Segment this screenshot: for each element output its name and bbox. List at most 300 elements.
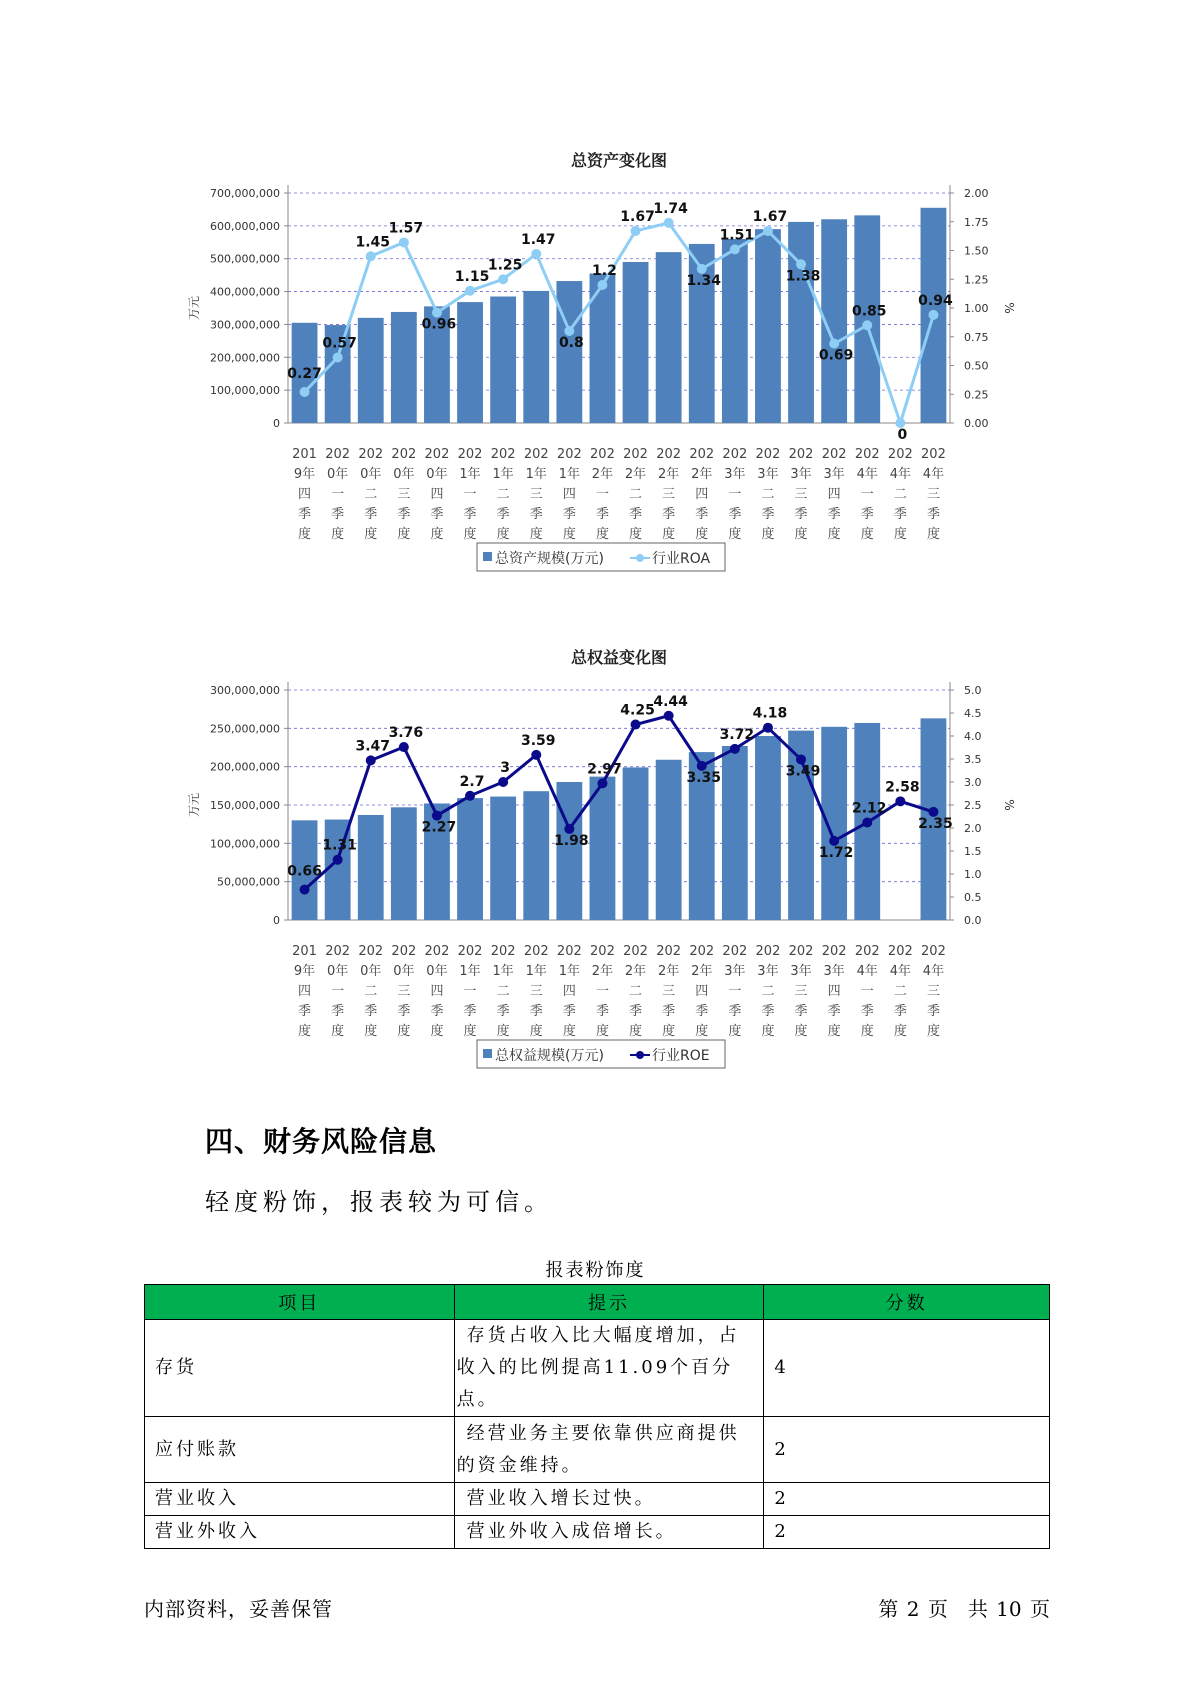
- x-tick-label-line: 2年: [691, 467, 713, 482]
- line-point: [664, 218, 674, 228]
- data-label: 2.12: [851, 800, 887, 817]
- x-tick-label-line: 0年: [327, 964, 349, 979]
- x-tick-label: [756, 447, 781, 542]
- x-tick-label-line: 季: [529, 507, 543, 522]
- x-tick-label-line: 季: [430, 507, 444, 522]
- x-tick-label-line: 4年: [922, 467, 945, 482]
- x-tick-label-line: 度: [463, 1024, 477, 1039]
- right-tick-label: 0.00: [964, 417, 989, 430]
- x-tick-label-line: 2年: [624, 964, 647, 979]
- right-axis-title: %: [1002, 302, 1016, 314]
- window-dressing-table: [144, 1284, 1050, 1549]
- x-tick-label-line: 度: [695, 527, 709, 542]
- line-point: [465, 791, 475, 801]
- right-tick-label: 1.0: [964, 868, 982, 881]
- x-tick-label-line: 202: [854, 944, 880, 959]
- line-point: [763, 723, 773, 733]
- x-tick-label-line: 0年: [426, 467, 448, 482]
- x-tick-label: [789, 447, 814, 542]
- chart-title: 总资产变化图: [570, 151, 668, 170]
- x-tick-label-line: 一: [331, 984, 345, 999]
- x-tick-label-line: 季: [629, 1004, 643, 1019]
- left-tick-label: 0: [273, 417, 280, 430]
- x-tick-label-line: 三: [926, 984, 940, 999]
- x-tick-label-line: 度: [761, 527, 775, 542]
- data-label: 3.76: [388, 725, 424, 742]
- x-tick-label-line: 季: [430, 1004, 444, 1019]
- data-label: 1.67: [620, 208, 655, 225]
- x-tick-label: [722, 447, 747, 542]
- x-tick-label-line: 3年: [724, 467, 746, 482]
- bar: [556, 281, 582, 423]
- x-tick-label-line: 度: [562, 527, 576, 542]
- x-tick-label-line: 1年: [492, 467, 514, 482]
- x-tick-label: [358, 944, 383, 1039]
- bar: [623, 767, 649, 920]
- x-tick-label-line: 二: [629, 487, 643, 502]
- line-point: [498, 274, 508, 284]
- x-tick-label-line: 一: [331, 487, 345, 502]
- chart-svg: [0, 637, 1191, 1097]
- data-label: 0.27: [287, 365, 322, 382]
- x-tick-label-line: 季: [827, 507, 841, 522]
- x-tick-label-line: 202: [722, 944, 748, 959]
- left-tick-label: 600,000,000: [210, 219, 280, 233]
- x-tick-label-line: 季: [926, 507, 940, 522]
- x-tick-label-line: 202: [821, 447, 847, 462]
- line-point: [333, 855, 343, 865]
- header-score: 分数: [764, 1285, 1050, 1320]
- bar: [556, 782, 582, 920]
- x-tick-label: [325, 944, 350, 1039]
- x-tick-label-line: 0年: [360, 964, 382, 979]
- x-tick-label-line: 一: [595, 487, 609, 502]
- x-tick-label-line: 2年: [624, 467, 647, 482]
- bar: [358, 318, 384, 423]
- x-tick-label-line: 202: [325, 944, 351, 959]
- x-tick-label-line: 202: [656, 447, 682, 462]
- x-tick-label-line: 1年: [492, 964, 514, 979]
- x-tick-label-line: 季: [728, 507, 742, 522]
- left-tick-label: 150,000,000: [210, 799, 280, 812]
- bar: [722, 239, 748, 423]
- x-tick-label-line: 3年: [757, 964, 779, 979]
- x-tick-label: [425, 944, 450, 1039]
- legend-swatch-bar: [483, 1049, 492, 1058]
- data-label: 1.34: [686, 272, 722, 289]
- x-tick-label-line: 三: [662, 487, 676, 502]
- x-tick-label-line: 度: [860, 1024, 874, 1039]
- left-tick-label: 300,000,000: [210, 684, 280, 697]
- x-tick-label: [921, 944, 946, 1039]
- x-tick-label: [358, 447, 383, 542]
- x-tick-label-line: 四: [562, 487, 576, 502]
- x-tick-label-line: 202: [424, 447, 450, 462]
- x-tick-label-line: 4年: [922, 964, 945, 979]
- right-tick-label: 0.25: [964, 388, 989, 402]
- chart-legend: [477, 1040, 725, 1068]
- x-tick-label-line: 202: [722, 447, 748, 462]
- x-tick-label-line: 三: [397, 984, 411, 999]
- x-tick-label-line: 季: [595, 507, 609, 522]
- x-tick-label-line: 202: [590, 447, 615, 462]
- x-tick-label-line: 0年: [393, 964, 415, 979]
- x-tick-label-line: 4年: [856, 964, 878, 979]
- x-tick-label-line: 三: [662, 984, 676, 999]
- x-tick-label-line: 0年: [360, 467, 382, 482]
- data-label: 1.31: [322, 837, 357, 854]
- right-tick-label: 0.0: [964, 914, 982, 927]
- x-tick-label-line: 三: [794, 984, 808, 999]
- x-tick-label-line: 1年: [525, 964, 547, 979]
- data-label: 1.25: [487, 257, 523, 274]
- x-tick-label: [590, 944, 615, 1039]
- row-item: 应付账款: [145, 1417, 455, 1483]
- x-tick-label: [656, 944, 681, 1039]
- x-tick-label-line: 季: [926, 1004, 940, 1019]
- legend-swatch-dot: [636, 1051, 644, 1059]
- footer-page-number: 第 2 页 共 10 页: [878, 1597, 1050, 1621]
- data-label: 3.59: [520, 732, 556, 749]
- x-tick-label-line: 1年: [459, 467, 481, 482]
- data-label: 0.66: [287, 863, 322, 880]
- data-label: 3.35: [686, 769, 722, 786]
- x-tick-label-line: 0年: [426, 964, 448, 979]
- x-tick-label-line: 二: [496, 487, 510, 502]
- x-tick-label-line: 一: [463, 487, 477, 502]
- table-row: [145, 1483, 1050, 1516]
- x-tick-label-line: 度: [695, 1024, 709, 1039]
- x-tick-label-line: 二: [893, 984, 907, 999]
- x-tick-label-line: 202: [755, 447, 781, 462]
- right-tick-label: 5.0: [964, 684, 982, 697]
- right-tick-label: 2.00: [964, 187, 989, 200]
- x-tick-label-line: 202: [623, 944, 648, 959]
- x-tick-label-line: 度: [463, 527, 477, 542]
- line-point: [763, 226, 773, 236]
- left-tick-label: 250,000,000: [210, 722, 280, 736]
- right-tick-label: 1.50: [964, 244, 989, 258]
- right-axis-title: %: [1002, 799, 1016, 811]
- x-tick-label-line: 度: [629, 527, 643, 542]
- row-hint: 经营业务主要依靠供应商提供的资金维持。: [454, 1417, 764, 1483]
- x-tick-label-line: 3年: [823, 964, 845, 979]
- x-tick-label-line: 季: [496, 507, 510, 522]
- legend-label-line: 行业ROE: [652, 1048, 710, 1064]
- x-tick-label: [623, 944, 648, 1039]
- x-tick-label: [855, 944, 880, 1039]
- legend-label-bar: 总资产规模(万元): [495, 551, 604, 567]
- x-tick-label-line: 202: [358, 447, 384, 462]
- x-tick-label-line: 季: [397, 507, 411, 522]
- line-point: [862, 817, 872, 827]
- x-tick-label-line: 季: [893, 507, 907, 522]
- line-point: [465, 286, 475, 296]
- x-tick-label-line: 202: [457, 944, 483, 959]
- x-tick-label-line: 度: [595, 1024, 609, 1039]
- x-tick-label-line: 度: [430, 1024, 444, 1039]
- data-label: 1.57: [388, 220, 424, 237]
- x-tick-label-line: 度: [761, 1024, 775, 1039]
- x-tick-label-line: 3年: [790, 467, 812, 482]
- x-tick-label-line: 1年: [558, 964, 580, 979]
- data-label: 1.38: [785, 268, 821, 285]
- left-tick-label: 0: [273, 914, 280, 927]
- data-label: 1.67: [752, 208, 788, 225]
- x-tick-label-line: 度: [496, 1024, 510, 1039]
- x-tick-label-line: 三: [529, 487, 543, 502]
- line-point: [862, 320, 872, 330]
- bar: [391, 312, 417, 423]
- x-tick-label-line: 202: [887, 944, 913, 959]
- x-tick-label-line: 度: [529, 1024, 543, 1039]
- x-tick-label-line: 9年: [293, 467, 316, 482]
- data-label: 1.15: [454, 268, 490, 285]
- x-tick-label-line: 季: [728, 1004, 742, 1019]
- x-tick-label-line: 1年: [558, 467, 580, 482]
- chart-title: 总权益变化图: [570, 648, 668, 667]
- x-tick-label-line: 202: [788, 447, 814, 462]
- bar: [358, 815, 384, 920]
- x-tick-label-line: 度: [893, 527, 907, 542]
- table-row: [145, 1516, 1050, 1549]
- line-point: [531, 750, 541, 760]
- x-tick-label-line: 度: [926, 527, 940, 542]
- row-item: 存货: [145, 1320, 455, 1417]
- bar: [523, 791, 549, 920]
- line-point: [399, 742, 409, 752]
- x-tick-label-line: 0年: [393, 467, 415, 482]
- line-point: [300, 885, 310, 895]
- x-tick-label-line: 202: [556, 944, 582, 959]
- x-tick-label-line: 2年: [591, 964, 614, 979]
- line-point: [531, 249, 541, 259]
- x-tick-label: [391, 944, 416, 1039]
- x-tick-label-line: 3年: [823, 467, 845, 482]
- row-score: 2: [764, 1417, 1050, 1483]
- chart-legend: [477, 543, 725, 571]
- x-tick-label-line: 季: [827, 1004, 841, 1019]
- x-tick-label-line: 3年: [724, 964, 746, 979]
- data-label: 2.97: [587, 761, 622, 778]
- x-tick-label-line: 度: [794, 1024, 808, 1039]
- x-tick-label-line: 3年: [757, 467, 779, 482]
- x-tick-label-line: 度: [364, 527, 378, 542]
- data-label: 1.74: [653, 200, 688, 217]
- x-tick-label-line: 3年: [790, 964, 812, 979]
- line-point: [928, 310, 938, 320]
- x-tick-label-line: 度: [629, 1024, 643, 1039]
- data-label: 0: [897, 427, 908, 443]
- bar: [821, 727, 847, 920]
- row-item: 营业收入: [145, 1483, 455, 1516]
- row-hint: 营业收入增长过快。: [454, 1483, 764, 1516]
- x-tick-label-line: 四: [298, 487, 312, 502]
- x-tick-label-line: 季: [463, 507, 477, 522]
- left-axis-title: 万元: [187, 295, 201, 321]
- bar: [457, 798, 483, 920]
- x-tick-label-line: 二: [893, 487, 907, 502]
- legend-label-line: 行业ROA: [652, 551, 711, 567]
- data-label: 3.49: [785, 763, 821, 780]
- left-tick-label: 100,000,000: [210, 384, 280, 398]
- x-tick-label: [524, 944, 549, 1039]
- x-tick-label-line: 季: [794, 507, 808, 522]
- header-item: 项目: [145, 1285, 455, 1320]
- line-point: [498, 777, 508, 787]
- x-tick-label-line: 201: [292, 944, 317, 959]
- x-tick-label-line: 四: [827, 487, 841, 502]
- x-tick-label-line: 一: [860, 984, 874, 999]
- x-tick-label: [689, 447, 714, 542]
- bar: [656, 760, 682, 920]
- x-tick-label-line: 2年: [658, 467, 680, 482]
- left-tick-label: 300,000,000: [210, 318, 280, 332]
- row-score: 2: [764, 1483, 1050, 1516]
- bar: [391, 807, 417, 920]
- right-tick-label: 1.5: [964, 845, 982, 858]
- x-tick-label-line: 度: [662, 527, 676, 542]
- x-tick-label-line: 202: [854, 447, 880, 462]
- x-tick-label-line: 度: [860, 527, 874, 542]
- x-tick-label: [458, 447, 483, 542]
- right-tick-label: 2.0: [964, 822, 982, 835]
- right-tick-label: 4.0: [964, 730, 982, 743]
- table-caption: 报表粉饰度: [545, 1260, 646, 1281]
- x-tick-label-line: 度: [562, 1024, 576, 1039]
- x-tick-label: [822, 944, 847, 1039]
- x-tick-label-line: 202: [391, 447, 417, 462]
- x-tick-label-line: 度: [827, 527, 841, 542]
- x-tick-label-line: 二: [629, 984, 643, 999]
- x-tick-label: [822, 447, 847, 542]
- line-point: [366, 251, 376, 261]
- x-tick-label-line: 202: [788, 944, 814, 959]
- x-tick-label: [292, 944, 317, 1039]
- x-tick-label-line: 一: [463, 984, 477, 999]
- right-tick-label: 0.5: [964, 891, 982, 904]
- section-heading: 四、财务风险信息: [205, 1125, 438, 1158]
- x-tick-label-line: 度: [331, 1024, 345, 1039]
- x-tick-label-line: 季: [794, 1004, 808, 1019]
- x-tick-label-line: 度: [298, 527, 312, 542]
- left-tick-label: 400,000,000: [210, 285, 280, 299]
- bar: [490, 797, 516, 920]
- line-point: [333, 352, 343, 362]
- x-tick-label-line: 0年: [327, 467, 349, 482]
- x-tick-label: [292, 447, 317, 542]
- x-tick-label-line: 度: [728, 527, 742, 542]
- data-label: 1.51: [719, 227, 755, 244]
- x-tick-label-line: 202: [391, 944, 417, 959]
- x-tick-label-line: 季: [695, 507, 709, 522]
- bar: [490, 297, 516, 424]
- x-tick-label-line: 三: [397, 487, 411, 502]
- x-tick-label-line: 202: [821, 944, 847, 959]
- x-tick-label: [590, 447, 615, 542]
- x-tick-label-line: 4年: [889, 467, 911, 482]
- right-tick-label: 1.75: [964, 215, 989, 229]
- x-tick-label-line: 4年: [889, 964, 911, 979]
- right-tick-label: 3.5: [964, 753, 982, 766]
- bar: [788, 222, 814, 423]
- right-tick-label: 1.00: [964, 302, 989, 315]
- x-tick-label-line: 季: [331, 507, 345, 522]
- x-tick-label-line: 季: [893, 1004, 907, 1019]
- line-point: [597, 778, 607, 788]
- legend-swatch-dot: [636, 554, 644, 562]
- x-tick-label: [722, 944, 747, 1039]
- header-hint: 提示: [454, 1285, 764, 1320]
- right-tick-label: 2.5: [964, 799, 982, 812]
- data-label: 3.47: [355, 738, 391, 755]
- data-label: 0.96: [421, 316, 457, 333]
- data-label: 2.58: [885, 779, 920, 796]
- x-tick-label-line: 季: [364, 507, 378, 522]
- legend-label-bar: 总权益规模(万元): [495, 1048, 604, 1064]
- x-tick-label-line: 202: [689, 447, 715, 462]
- line-point: [631, 720, 641, 730]
- left-tick-label: 500,000,000: [210, 252, 280, 266]
- row-score: 4: [764, 1320, 1050, 1417]
- x-tick-label-line: 二: [496, 984, 510, 999]
- x-tick-label-line: 2年: [658, 964, 680, 979]
- x-tick-label-line: 季: [331, 1004, 345, 1019]
- x-tick-label: [391, 447, 416, 542]
- x-tick-label-line: 季: [562, 1004, 576, 1019]
- x-tick-label-line: 度: [662, 1024, 676, 1039]
- x-tick-label-line: 四: [298, 984, 312, 999]
- x-tick-label-line: 四: [827, 984, 841, 999]
- x-tick-label: [557, 944, 582, 1039]
- x-tick-label-line: 9年: [293, 964, 316, 979]
- x-tick-label-line: 季: [662, 507, 676, 522]
- x-tick-label-line: 三: [926, 487, 940, 502]
- x-tick-label-line: 度: [529, 527, 543, 542]
- line-point: [631, 226, 641, 236]
- x-tick-label-line: 度: [728, 1024, 742, 1039]
- x-tick-label-line: 一: [595, 984, 609, 999]
- x-tick-label-line: 度: [331, 527, 345, 542]
- data-label: 3.72: [719, 726, 755, 743]
- table-row: [145, 1320, 1050, 1417]
- x-tick-label-line: 季: [860, 507, 874, 522]
- x-tick-label-line: 季: [364, 1004, 378, 1019]
- x-tick-label: [524, 447, 549, 542]
- x-tick-label-line: 四: [430, 487, 444, 502]
- x-tick-label-line: 202: [755, 944, 781, 959]
- x-tick-label-line: 季: [761, 1004, 775, 1019]
- right-tick-label: 0.75: [964, 330, 989, 344]
- x-tick-label-line: 四: [695, 487, 709, 502]
- x-tick-label-line: 度: [827, 1024, 841, 1039]
- x-tick-label: [325, 447, 350, 542]
- x-tick-label-line: 一: [860, 487, 874, 502]
- x-tick-label-line: 度: [397, 527, 411, 542]
- data-label: 0.69: [818, 347, 854, 364]
- line-point: [730, 744, 740, 754]
- line-point: [300, 387, 310, 397]
- x-tick-label-line: 202: [358, 944, 384, 959]
- data-label: 1.45: [355, 234, 391, 251]
- x-tick-label-line: 季: [695, 1004, 709, 1019]
- row-hint: 存货占收入比大幅度增加，占收入的比例提高11.09个百分点。: [454, 1320, 764, 1417]
- x-tick-label-line: 202: [490, 944, 516, 959]
- x-tick-label-line: 一: [728, 487, 742, 502]
- x-tick-label: [689, 944, 714, 1039]
- x-tick-label-line: 一: [728, 984, 742, 999]
- x-tick-label-line: 季: [463, 1004, 477, 1019]
